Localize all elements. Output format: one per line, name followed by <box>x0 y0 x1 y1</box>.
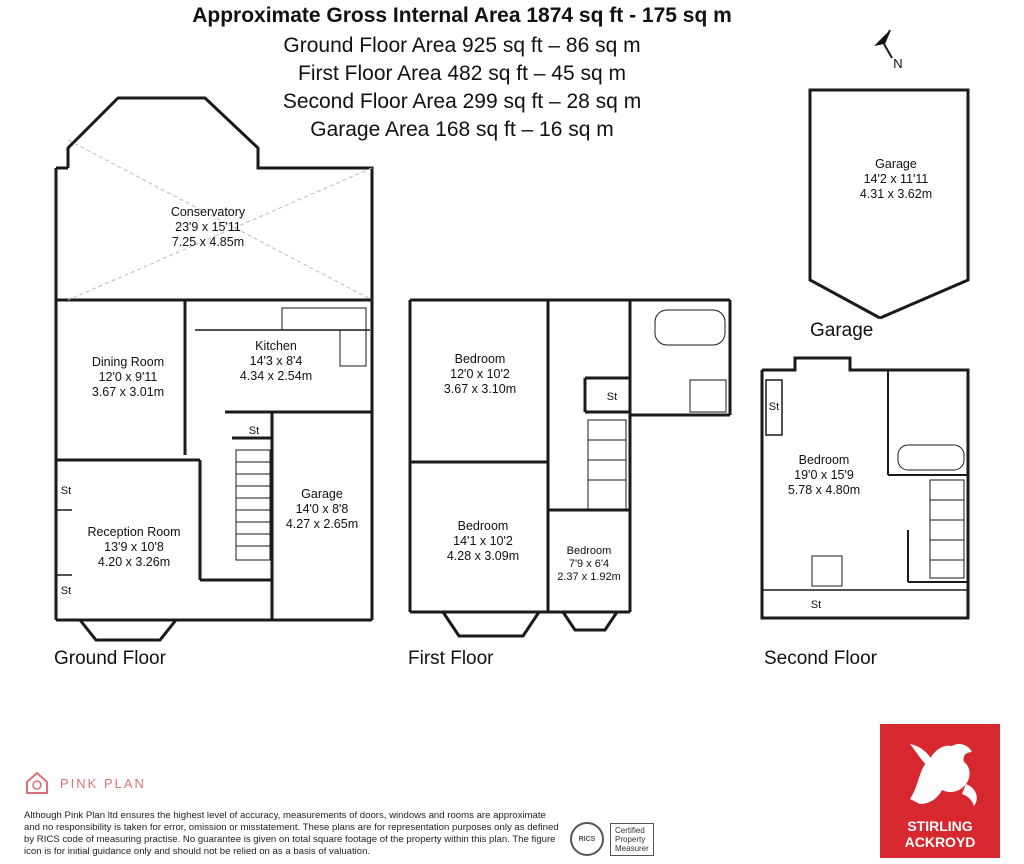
dining-room-imperial: 12'0 x 9'11 <box>98 370 158 384</box>
store-label-second-1: St <box>768 401 780 413</box>
reception-room-metric: 4.20 x 3.26m <box>97 555 171 569</box>
garage-title: Garage <box>810 320 874 341</box>
store-label-second-2: St <box>810 599 822 611</box>
first-floor-area: First Floor Area 482 sq ft – 45 sq m <box>298 62 626 85</box>
store-label-reception-1: St <box>60 485 72 497</box>
dining-room-label: Dining Room <box>91 355 165 369</box>
disclaimer-text: Although Pink Plan ltd ensures the highest level of accuracy, measurements of doors, windows and rooms are approximate and no responsibility is taken for error, omission or misstatement. These plans are for representation purposes only as defined by RICS code of measuring practise. No guarantee is given on total square footage of the property within this plan. The figure icon is for initial guidance only and should not be relied on as a basis of valuation. <box>24 810 559 857</box>
badge-line-1: Certified <box>615 825 645 835</box>
bedroom-3-imperial: 7'9 x 6'4 <box>568 558 610 570</box>
conservatory-imperial: 23'9 x 15'11 <box>175 220 241 234</box>
total-area-title: Approximate Gross Internal Area 1874 sq ft - 175 sq m <box>192 4 732 27</box>
bedroom-3-metric: 2.37 x 1.92m <box>557 571 621 583</box>
conservatory-metric: 7.25 x 4.85m <box>171 235 245 249</box>
garage-area: Garage Area 168 sq ft – 16 sq m <box>310 118 614 141</box>
first-floor-plan <box>410 300 730 636</box>
pink-plan-logo <box>24 770 146 796</box>
conservatory-label: Conservatory <box>170 205 246 219</box>
bedroom-2-label: Bedroom <box>457 519 509 533</box>
agency-name-line-2: ACKROYD <box>904 834 976 850</box>
kitchen-metric: 4.34 x 2.54m <box>239 369 313 383</box>
house-icon <box>24 770 50 796</box>
badge-line-2: Property <box>615 834 646 844</box>
griffin-icon <box>880 724 1000 814</box>
kitchen-label: Kitchen <box>255 339 297 353</box>
ground-floor-area: Ground Floor Area 925 sq ft – 86 sq m <box>283 34 641 57</box>
stirling-ackroyd-logo <box>880 724 1000 858</box>
rics-certification <box>570 822 654 856</box>
badge-line-3: Measurer <box>615 843 649 853</box>
bedroom-2-imperial: 14'1 x 10'2 <box>453 534 513 548</box>
integral-garage-label: Garage <box>301 487 343 501</box>
reception-room-label: Reception Room <box>87 525 181 539</box>
store-label-reception-2: St <box>60 585 72 597</box>
bedroom-1-imperial: 12'0 x 10'2 <box>450 367 510 381</box>
detached-garage-plan <box>810 90 968 318</box>
bedroom-1-metric: 3.67 x 3.10m <box>443 382 517 396</box>
detached-garage-metric: 4.31 x 3.62m <box>859 187 933 201</box>
kitchen-imperial: 14'3 x 8'4 <box>249 354 303 368</box>
detached-garage-imperial: 14'2 x 11'11 <box>863 172 929 186</box>
bedroom-1-label: Bedroom <box>454 352 506 366</box>
reception-room-imperial: 13'9 x 10'8 <box>104 540 164 554</box>
store-label-first: St <box>606 391 618 403</box>
first-floor-title: First Floor <box>408 648 494 669</box>
bedroom-4-label: Bedroom <box>798 453 850 467</box>
bedroom-4-imperial: 19'0 x 15'9 <box>794 468 854 482</box>
compass-north-label: N <box>893 56 903 71</box>
bedroom-2-metric: 4.28 x 3.09m <box>446 549 520 563</box>
dining-room-metric: 3.67 x 3.01m <box>91 385 165 399</box>
detached-garage-label: Garage <box>875 157 917 171</box>
pink-plan-text: PINK PLAN <box>60 775 146 791</box>
certified-measurer-badge <box>610 823 654 856</box>
agency-name-line-1: STIRLING <box>907 818 973 834</box>
integral-garage-metric: 4.27 x 2.65m <box>285 517 359 531</box>
second-floor-title: Second Floor <box>764 648 878 669</box>
rics-logo: RICS <box>570 822 604 856</box>
bedroom-4-metric: 5.78 x 4.80m <box>787 483 861 497</box>
integral-garage-imperial: 14'0 x 8'8 <box>295 502 349 516</box>
bedroom-3-label: Bedroom <box>566 545 612 557</box>
ground-floor-title: Ground Floor <box>54 648 166 669</box>
second-floor-area: Second Floor Area 299 sq ft – 28 sq m <box>282 90 642 113</box>
north-compass-icon <box>874 30 892 58</box>
store-label-ground: St <box>248 425 260 437</box>
